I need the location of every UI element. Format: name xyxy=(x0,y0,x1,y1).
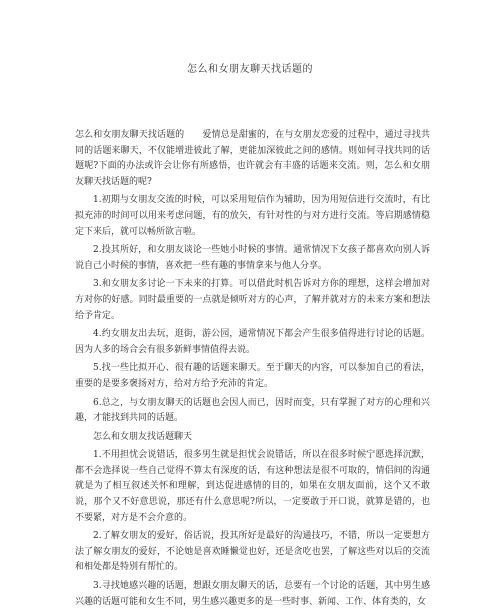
intro-paragraph xyxy=(75,128,430,190)
paragraph-1: 1.初期与女朋友交流的时候，可以采用短信作为辅助，因为用短信进行交流时，有比拟充沛的时间可以用来考虑问题，有的放矢，有针对性的与对方进行交流。等启期感情稳定下来后，就可以畅所欲言啦。 xyxy=(75,195,430,237)
intro-heading: 怎么和女朋友聊天找话题的 xyxy=(75,130,185,140)
paragraph-3: 3.和女朋友多讨论一下未来的打算。可以借此时机告诉对方你的理想，这样会增加对方对你的好感。同时最重要的一点就是倾听对方的心声，了解并就对方的未来方案和想法给予肯定。 xyxy=(75,279,430,321)
paragraph-2-3: 3.寻找她感兴趣的话题，想跟女朋友聊天的话，总要有一个讨论的话题，其中男生感兴趣的话题可能和女生不同，男生感兴趣更多的是一些时事、新闻、工作、体育类的，女 xyxy=(75,581,430,607)
document-body xyxy=(75,128,430,613)
paragraph-4: 4.约女朋友出去玩，逛街，游公园，通常情况下都会产生很多值得进行讨论的话题。因为人多的场合会有很多新鲜事情值得去说。 xyxy=(75,329,430,355)
paragraph-2-2: 2.了解女朋友的爱好，俗话说，投其所好是最好的沟通技巧，不错，所以一定要想方法了解女朋友的爱好，不论她是喜欢睡懒觉也好，还是贪吃也罢，了解这些对以后的交流和相处都是特别有帮忙的。 xyxy=(75,531,430,573)
paragraph-2-1: 1.不用担忧会说错话，很多男生就是担忧会说错话，所以在很多时候宁愿选择沉默，都不会选择说一些自己觉得不算太有深度的话，有这种想法是很不可取的，情侣间的沟通就是为了相互叙述关怀和理解，到达促进感情的目的，如果在女朋友面前，这个又不敢说，那个又不好意思说，那还有什么意思呢?所以，一定要敢于开口说，就算是错的，也不要紧，对方是不会介意的。 xyxy=(75,450,430,523)
paragraph-5: 5.找一些比拟开心、很有趣的话题来聊天。至于聊天的内容，可以参加自己的看法，重要的是要多褒扬对方，给对方给予充沛的肯定。 xyxy=(75,363,430,389)
intro-text: 爱情总是甜蜜的，在与女朋友恋爱的过程中，通过寻找共同的话题来聊天，不仅能增进彼此了解，更能加深彼此之间的感情。则如何寻找共同的话题呢?下面的办法或许会让你有所感悟，也许就会有丰盛的话题来交流。则，怎么和女朋友聊天找话题的呢? xyxy=(75,130,430,187)
section-subheading: 怎么和女朋友找话题聊天 xyxy=(93,431,193,442)
paragraph-6: 6.总之，与女朋友聊天的话题也会因人而已，因时而变，只有掌握了对方的心理和兴趣，才能找到共同的话题。 xyxy=(75,397,430,424)
paragraph-2: 2.投其所好，和女朋友谈论一些她小时候的事情。通常情况下女孩子都喜欢向别人诉说自己小时候的事情，喜欢把一些有趣的事情拿来与他人分享。 xyxy=(75,245,430,271)
document-title: 怎么和女朋友聊天找话题的 xyxy=(187,64,313,75)
